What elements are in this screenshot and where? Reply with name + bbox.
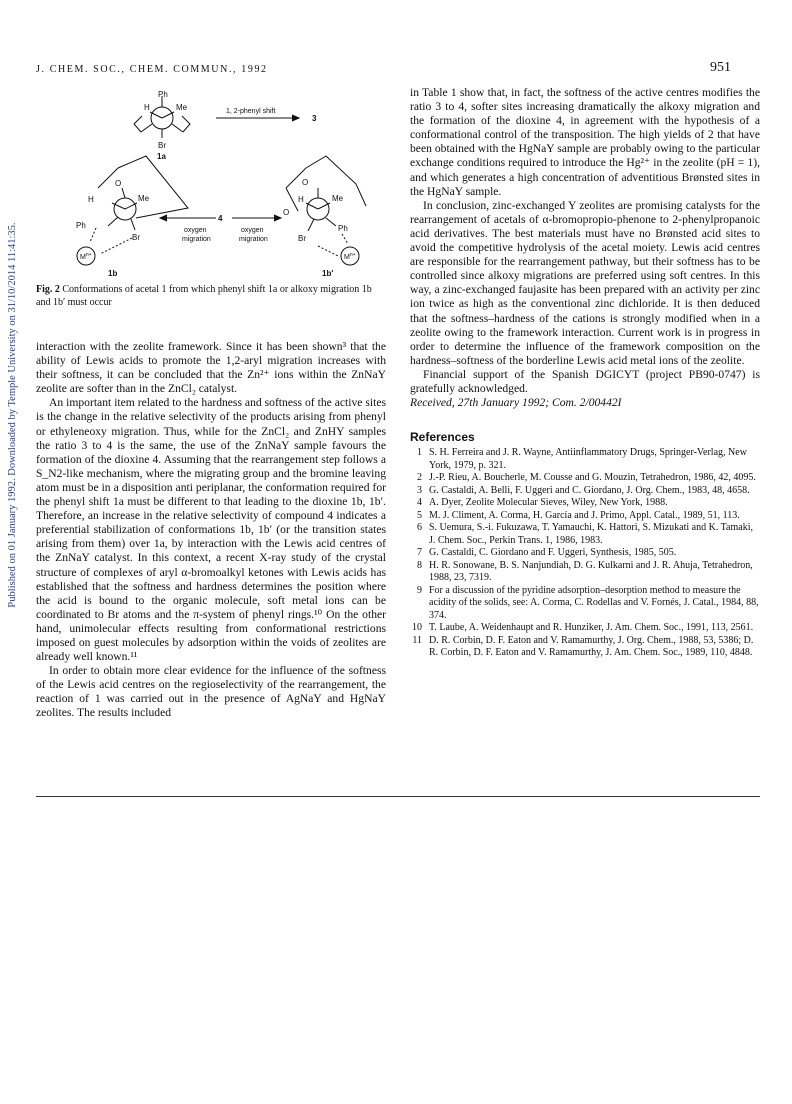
caption-text: Conformations of acetal 1 from which phenyl shift 1a or alkoxy migration 1b and 1b′ must occur — [36, 284, 372, 308]
label-h-1b-prime: H — [298, 195, 304, 204]
page-number: 951 — [710, 60, 731, 75]
label-1a: 1a — [157, 152, 166, 161]
reference-number: 6 — [417, 522, 422, 534]
reference-number: 8 — [417, 559, 422, 571]
reference-number: 1 — [417, 447, 422, 459]
reference-number: 2 — [417, 472, 422, 484]
label-me-1a: Me — [176, 103, 188, 112]
caption-prefix: Fig. 2 — [36, 284, 60, 295]
reference-item — [410, 547, 760, 560]
label-metal-1b-prime: $M^{n+}$ — [344, 252, 356, 261]
reference-item — [410, 585, 760, 623]
paragraph: An important item related to the hardness and softness of the active sites is the change in the relative selectivity of the products arising from phenyl or ethyleneoxy migration. Thus, while for the ZnCl₂ and ZnHY samples the ratio 3 to 4 is the same, the use of the ZnNaY sample favours the formation of the dioxine 4. Assuming that the rearrangement step follows a S_N2-like mechanism, where the migrating group and the bromine leaving atom must be in a disposition anti periplanar, the conformation required for the phenyl shift 1a must be different to that leading to the dioxine 1b, 1b′. Therefore, an increase in the relative selectivity of compound 4 indicates a preferential stabilization of conformations 1b, 1b′ (or the transition states arising from them) over 1a, by interaction with the Lewis acid centres of the ZnNaY catalyst. In this context, a recent X-ray study of the crystal structure of complexes of aryl α-bromoalkyl ketones with Lewis acids has established that the softness and hardness determines the position where the acid is bound to the organic molecule, soft metal ions can be coordinated to Br atoms and the π-system of phenyl rings.¹⁰ On the other hand, unimolecular effects resulting from conformational restrictions imposed on guest molecules by adsorption within the voids of zeolites are already well known.¹¹ — [36, 396, 386, 664]
label-h-1b: H — [88, 195, 94, 204]
reference-text: M. J. Climent, A. Corma, H. García and J. Primo, Appl. Catal., 1989, 51, 113. — [429, 509, 740, 521]
paragraph: Financial support of the Spanish DGICYT (project PB90-0747) is gratefully acknowledged. — [410, 367, 760, 395]
reference-item — [410, 472, 760, 485]
label-ph-1b-prime: Ph — [338, 224, 348, 233]
paragraph: interaction with the zeolite framework. Since it has been shown³ that the ability of Lewis acids to promote the 1,2-aryl migration increases with their softness, it can be concluded that the Zn²⁺ ions within the ZnNaY zeolite are softer than in the ZnCl₂ catalyst. — [36, 340, 386, 396]
footer-rule — [36, 796, 760, 797]
label-br-1b-prime: Br — [298, 234, 306, 243]
label-ph-1b: Ph — [76, 221, 86, 230]
reference-item — [410, 560, 760, 585]
oxygen-migration-left-2: migration — [182, 236, 211, 243]
oxygen-migration-left-1: oxygen — [184, 227, 207, 234]
product-4: 4 — [218, 214, 223, 223]
product-3: 3 — [312, 114, 317, 123]
reference-text: T. Laube, A. Weidenhaupt and R. Hunziker, J. Am. Chem. Soc., 1991, 113, 2561. — [429, 622, 754, 634]
label-1b: 1b — [108, 269, 118, 278]
left-column — [36, 340, 386, 721]
journal-header: J. CHEM. SOC., CHEM. COMMUN., 1992 — [36, 64, 268, 75]
label-o-1b: O — [115, 179, 122, 188]
received-date: Received, 27th January 1992; Com. 2/00442I — [410, 396, 622, 410]
label-br-1a: Br — [158, 141, 166, 150]
reference-text: G. Castaldi, C. Giordano and F. Uggeri, Synthesis, 1985, 505. — [429, 547, 677, 559]
conformation-figure — [36, 88, 392, 308]
label-br-1b: Br — [132, 233, 140, 242]
references-heading: References — [410, 430, 475, 445]
reference-number: 11 — [412, 634, 422, 646]
reference-number: 4 — [417, 497, 422, 509]
reference-text: H. R. Sonowane, B. S. Nanjundiah, D. G. Kulkarni and J. R. Ahuja, Tetrahedron, 1988, 23, 7319. — [429, 559, 753, 584]
reference-text: D. R. Corbin, D. F. Eaton and V. Ramamurthy, J. Org. Chem., 1988, 53, 5386; D. R. Corbin, D. F. Eaton and V. Ramamurthy, J. Am. Chem. Soc., 1989, 110, 4848. — [429, 634, 754, 659]
reference-number: 3 — [417, 484, 422, 496]
label-h-1a: H — [144, 103, 150, 112]
paragraph: in Table 1 show that, in fact, the softness of the active centres modifies the ratio 3 to 4, softer sites increasing dramatically the alkoxy migration and the formation of the dioxine 4, in agreement with the hypothesis of a conformational control of the transposition. The high yields of 2 that have been obtained with the HgNaY sample are probably owing to the particular exchange conditions required to introduce the Hg²⁺ in the zeolite (pH = 1), and which generates a high concentration of adventitious Brønsted sites in the HgNaY sample. — [410, 86, 760, 198]
reference-item — [410, 447, 760, 472]
reference-item — [410, 510, 760, 523]
reference-text: S. Uemura, S.-i. Fukuzawa, T. Yamauchi, K. Hattori, S. Mizukati and K. Tamaki, J. Chem. Soc., Perkin Trans. 1, 1986, 1983. — [429, 522, 753, 546]
reference-item — [410, 485, 760, 498]
label-o2-1b-prime: O — [283, 208, 290, 217]
label-me-1b-prime: Me — [332, 194, 344, 203]
reference-item — [410, 622, 760, 635]
reference-number: 7 — [417, 547, 422, 559]
oxygen-migration-right-1: oxygen — [241, 227, 264, 234]
label-o1-1b-prime: O — [302, 178, 309, 187]
reference-item — [410, 635, 760, 660]
arrow-label-phenyl-shift: 1, 2-phenyl shift — [226, 108, 276, 115]
label-1b-prime: 1b′ — [322, 269, 334, 278]
reference-number: 9 — [417, 584, 422, 596]
figure-caption — [36, 284, 386, 309]
oxygen-migration-right-2: migration — [239, 236, 268, 243]
reference-text: G. Castaldi, A. Belli, F. Uggeri and C. Giordano, J. Org. Chem., 1983, 48, 4658. — [429, 484, 750, 496]
paragraph: In order to obtain more clear evidence for the influence of the softness of the Lewis acid centres on the regioselectivity of the rearrangement, the reaction of 1 was carried out in the presence of AgNaY and HgNaY zeolites. The results included — [36, 664, 386, 720]
reference-text: For a discussion of the pyridine adsorption–desorption method to measure the acidity of the solids, see: A. Corma, C. Rodellas and V. Fornés, J. Catal., 1984, 88, 374. — [429, 584, 759, 621]
reference-item — [410, 522, 760, 547]
reference-text: A. Dyer, Zeolite Molecular Sieves, Wiley, New York, 1988. — [429, 497, 668, 509]
reference-list — [410, 447, 760, 660]
label-metal-1b: $M^{n+}$ — [80, 252, 92, 261]
reference-number: 10 — [412, 622, 422, 634]
reference-text: S. H. Ferreira and J. R. Wayne, Antiinflammatory Drugs, Springer-Verlag, New York, 1979, p. 321. — [429, 447, 747, 471]
reference-text: J.-P. Rieu, A. Boucherle, M. Cousse and G. Mouzin, Tetrahedron, 1986, 42, 4095. — [429, 472, 756, 484]
download-watermark: Published on 01 January 1992. Downloaded by Temple University on 31/10/2014 11:41:35. — [7, 222, 18, 608]
paragraph: In conclusion, zinc-exchanged Y zeolites are promising catalysts for the rearrangement of acetals of α-bromopropio-phenone to 2-phenylpropanoic acid derivatives. The best materials must have no Brønsted acid sites to avoid the competitive hydrolysis of the acetal moiety. Lewis acid centres are responsible for the rearrangement pathway, but their softness has to be controlled since alkoxy migrations are preferred using soft centres. In this way, a zinc-exchanged faujasite has been prepared with an activity per zinc ion twice as high as the conventional zinc dichloride. It is then deduced that the softness–hardness of the cations is strongly modified when in a zeolite owing to the framework interaction. Current work is in progress in order to determine the influence of the framework composition on the hardness–softness of the borderline Lewis acid metal ions of the zeolite. — [410, 198, 760, 367]
label-ph-1a: Ph — [158, 90, 168, 99]
right-column — [410, 86, 760, 660]
reference-item — [410, 497, 760, 510]
reference-number: 5 — [417, 509, 422, 521]
label-me-1b: Me — [138, 194, 150, 203]
